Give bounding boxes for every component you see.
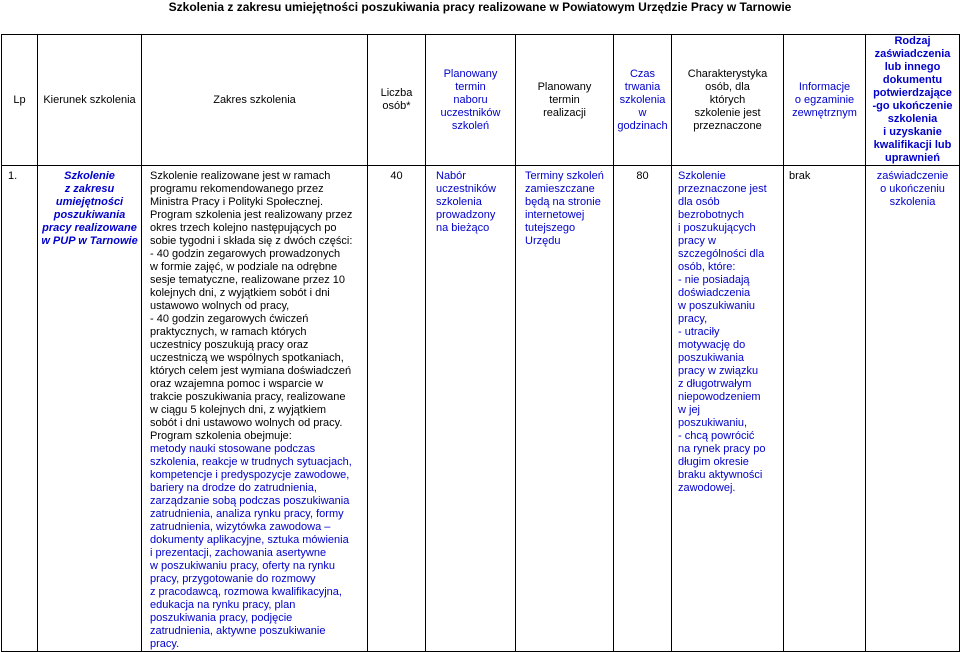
header-egzamin: Informacje o egzaminie zewnętrznym [784, 35, 866, 166]
header-lp: Lp [2, 35, 38, 166]
zakres-program-topics: metody nauki stosowane podczas szkolenia, reakcje w trudnych sytuacjach, kompetencje i predyspozycje zawodowe, bariery na drodze do zatrudnienia, zarządzanie sobą podczas poszukiwania zatrudnienia, analiza rynku pracy, formy zatrudnienia, wizytówka zawodowa – dokumenty aplikacyjne, sztuka mówienia i prezentacji, zachowania asertywne w poszukiwaniu pracy, oferty na rynku pracy, przygotowanie do rozmowy z pracodawcą, rozmowa kwalifikacyjna, edukacja na rynku pracy, plan poszukiwania pracy, podjęcie zatrudnienia, aktywne poszukiwanie pracy. [150, 443, 352, 650]
training-table [1, 34, 960, 652]
header-charakterystyka: Charakterystyka osób, dla których szkolenie jest przeznaczone [672, 35, 784, 166]
header-nabor: Planowany termin naboru uczestników szkoleń [426, 35, 516, 166]
cell-nabor: Nabór uczestników szkolenia prowadzony na bieżąco [426, 166, 516, 652]
header-realizacja: Planowany termin realizacji [516, 35, 614, 166]
header-liczba: Liczba osób* [368, 35, 426, 166]
header-zakres: Zakres szkolenia [142, 35, 368, 166]
cell-zakres [142, 166, 368, 652]
cell-realizacja: Terminy szkoleń zamieszczane będą na stronie internetowej tutejszego Urzędu [516, 166, 614, 652]
zakres-description: Szkolenie realizowane jest w ramach programu rekomendowanego przez Ministra Pracy i Polityki Społecznej. Program szkolenia jest realizowany przez okres trzech kolejno następujących po sobie tygodni i składa się z dwóch części: - 40 godzin zegarowych prowadzonych w formie zajęć, w podziale na odrębne sesje tematyczne, realizowane przez 10 kolejnych dni, z wyjątkiem sobót i dni ustawowo wolnych od pracy, - 40 godzin zegarowych ćwiczeń praktycznych, w ramach których uczestnicy poszukują pracy oraz uczestniczą we wspólnych spotkaniach, których celem jest wymiana doświadczeń oraz wzajemna pomoc i wsparcie w trakcie poszukiwania pracy, realizowane w ciągu 5 kolejnych dni, z wyjątkiem sobót i dni ustawowo wolnych od pracy. Program szkolenia obejmuje: [150, 170, 353, 442]
header-czas: Czas trwania szkolenia w godzinach [614, 35, 672, 166]
table-row [2, 166, 960, 652]
cell-czas: 80 [614, 166, 672, 652]
cell-egzamin: brak [784, 166, 866, 652]
cell-charakterystyka: Szkolenie przeznaczone jest dla osób bezrobotnych i poszukujących pracy w szczególności dla osób, które: - nie posiadają doświadczenia w poszukiwaniu pracy, - utraciły motywację do poszukiwania pracy w związku z długotrwałym niepowodzeniem w jej poszukiwaniu, - chcą powrócić na rynek pracy po długim okresie braku aktywności zawodowej. [672, 166, 784, 652]
page-title: Szkolenia z zakresu umiejętności poszukiwania pracy realizowane w Powiatowym Urzędzie Pracy w Tarnowie [168, 0, 792, 14]
cell-kierunek: Szkolenie z zakresu umiejętności poszukiwania pracy realizowane w PUP w Tarnowie [38, 166, 142, 652]
cell-lp: 1. [2, 166, 38, 652]
cell-zaswiadczenie: zaświadczenie o ukończeniu szkolenia [866, 166, 960, 652]
cell-liczba: 40 [368, 166, 426, 652]
header-row [2, 35, 960, 166]
header-kierunek: Kierunek szkolenia [38, 35, 142, 166]
header-zaswiadczenie: Rodzaj zaświadczenia lub innego dokumentu potwierdzające -go ukończenie szkolenia i uzyskanie kwalifikacji lub uprawnień [866, 35, 960, 166]
